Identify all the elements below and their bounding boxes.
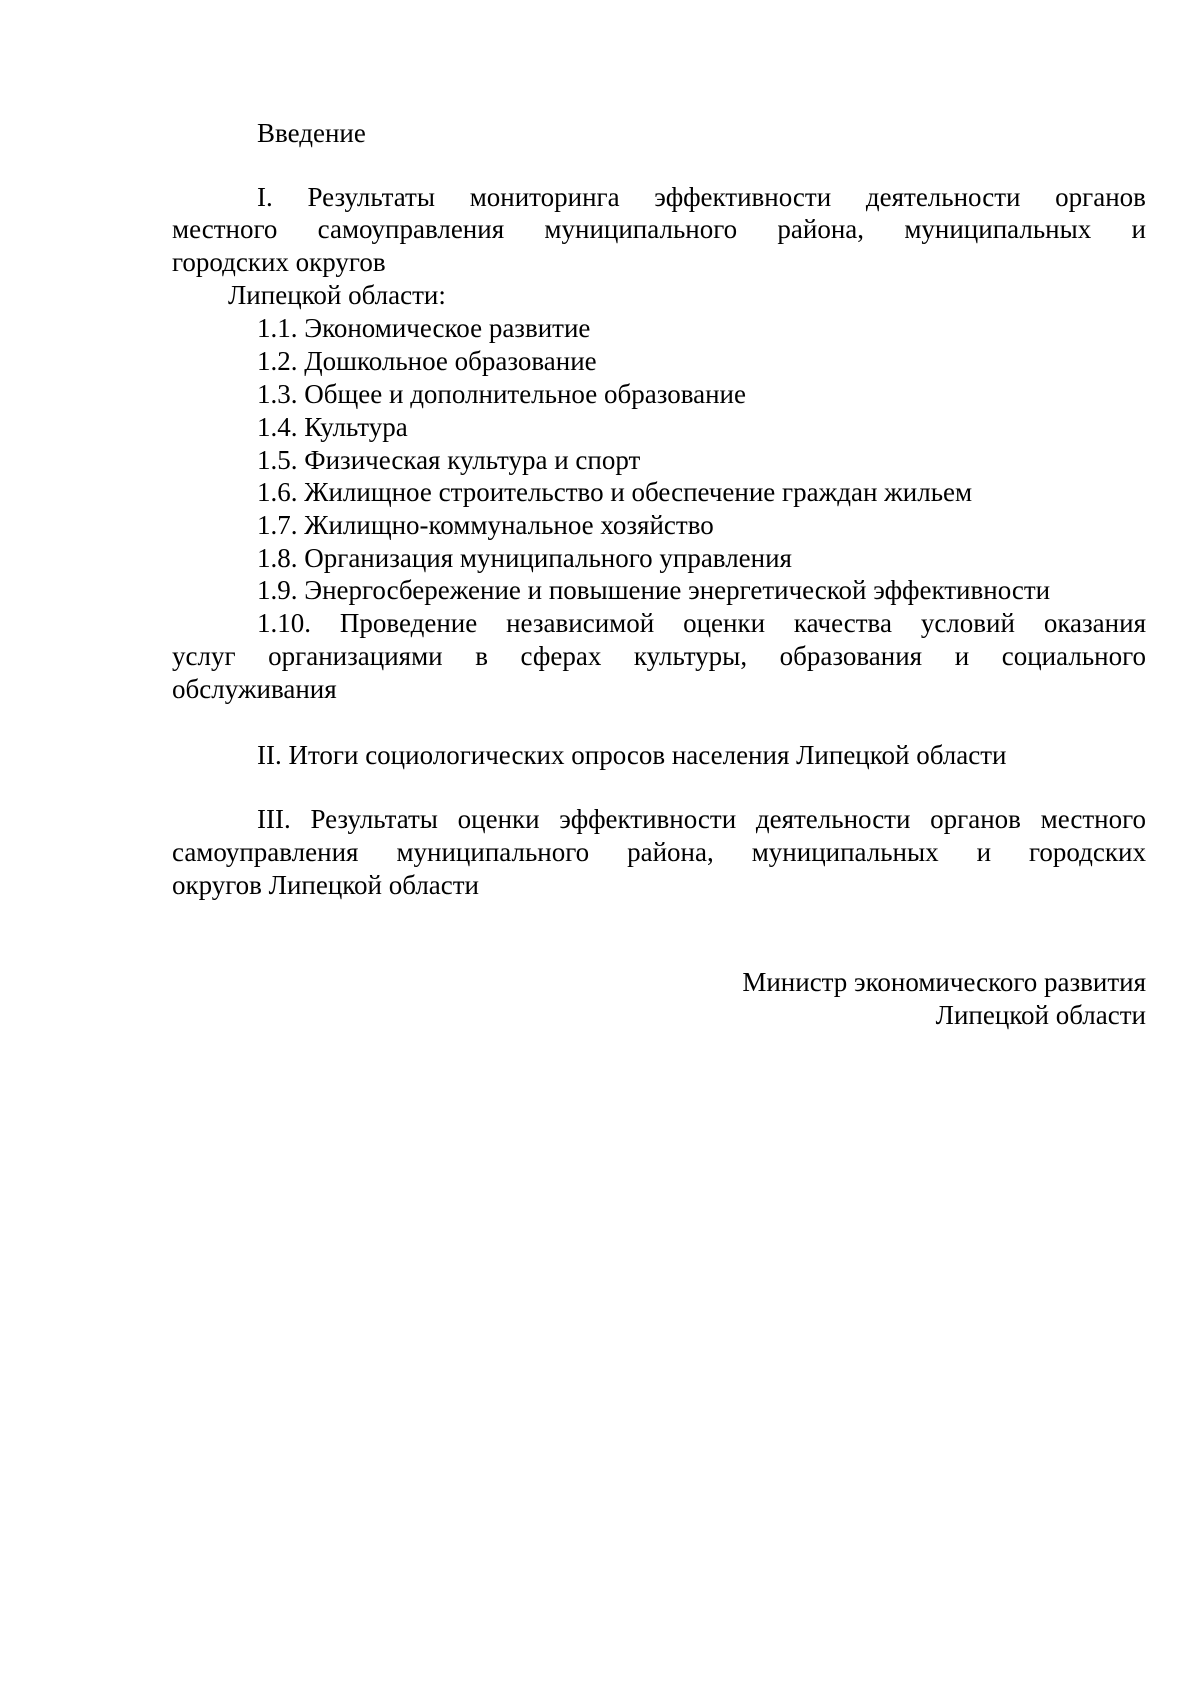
subsection-item: 1.4. Культура [257, 412, 408, 442]
section-3-word: муниципальных [751, 837, 939, 867]
section-3-word: муниципального [396, 837, 590, 867]
subsection-1-10-word: культуры, [633, 641, 748, 671]
section-1-word: мониторинга [469, 182, 620, 212]
subsection-item: 1.5. Физическая культура и спорт [257, 445, 641, 475]
subsection-1-10-word: в [475, 641, 488, 671]
subsection-1-10-word: независимой [506, 608, 655, 638]
section-1-word: I. [257, 182, 273, 212]
subsection-1-10-word: оказания [1043, 608, 1146, 638]
subsection-item: 1.2. Дошкольное образование [257, 346, 597, 376]
section-3-word: Результаты [310, 804, 438, 834]
subsection-1-10-line-3: обслуживания [172, 674, 337, 704]
section-3-word: органов [930, 804, 1021, 834]
section-3-word: III. [257, 804, 291, 834]
subsection-item: 1.7. Жилищно-коммунальное хозяйство [257, 510, 714, 540]
subsection-1-10-word: условий [920, 608, 1015, 638]
section-1-line-3: городских округов [172, 247, 386, 277]
subsection-1-10-line-2 [172, 640, 1146, 672]
section-3-word: и [976, 837, 992, 867]
section-1-word: местного [172, 214, 278, 244]
subsection-1-10-word: и [954, 641, 970, 671]
subsection-item: 1.6. Жилищное строительство и обеспечение граждан жильем [257, 477, 973, 507]
section-3-word: самоуправления [172, 837, 359, 867]
subsection-1-10-word: образования [779, 641, 923, 671]
signature-title: Министр экономического развития [742, 967, 1146, 997]
section-1-line-2 [172, 213, 1146, 245]
subsection-1-10-line-1 [257, 607, 1146, 639]
subsection-1-10-word: социального [1001, 641, 1146, 671]
section-3-line-2 [172, 836, 1146, 868]
section-1-word: самоуправления [317, 214, 505, 244]
section-3-word: района, [627, 837, 714, 867]
section-1-word: муниципального [544, 214, 738, 244]
section-3-word: деятельности [755, 804, 911, 834]
section-3-word: местного [1040, 804, 1146, 834]
subsection-item: 1.9. Энергосбережение и повышение энергетической эффективности [257, 575, 1051, 605]
subsection-1-10-word: сферах [520, 641, 602, 671]
intro-heading: Введение [257, 118, 366, 148]
section-1-line-1 [257, 181, 1146, 213]
section-2-heading: II. Итоги социологических опросов населения Липецкой области [257, 740, 1007, 770]
section-1-word: и [1131, 214, 1146, 244]
section-3-word: оценки [457, 804, 540, 834]
subsection-1-10-word: 1.10. [257, 608, 311, 638]
signature-region: Липецкой области [935, 1000, 1146, 1030]
section-3-word: городских [1029, 837, 1146, 867]
section-1-word: органов [1055, 182, 1146, 212]
subsection-1-10-word: качества [793, 608, 892, 638]
section-1-line-4: Липецкой области: [228, 280, 446, 310]
subsection-1-10-word: организациями [268, 641, 443, 671]
section-1-word: деятельности [865, 182, 1021, 212]
subsection-1-10-word: оценки [683, 608, 766, 638]
section-1-word: эффективности [654, 182, 832, 212]
section-3-line-1 [257, 803, 1146, 835]
section-3-line-3: округов Липецкой области [172, 870, 480, 900]
section-1-word: муниципальных [904, 214, 1092, 244]
section-1-word: Результаты [307, 182, 435, 212]
subsection-item: 1.1. Экономическое развитие [257, 313, 591, 343]
subsection-item: 1.3. Общее и дополнительное образование [257, 379, 746, 409]
section-1-word: района, [777, 214, 865, 244]
subsection-item: 1.8. Организация муниципального управления [257, 543, 792, 573]
section-3-word: эффективности [559, 804, 737, 834]
subsection-1-10-word: Проведение [339, 608, 478, 638]
subsection-1-10-word: услуг [172, 641, 236, 671]
